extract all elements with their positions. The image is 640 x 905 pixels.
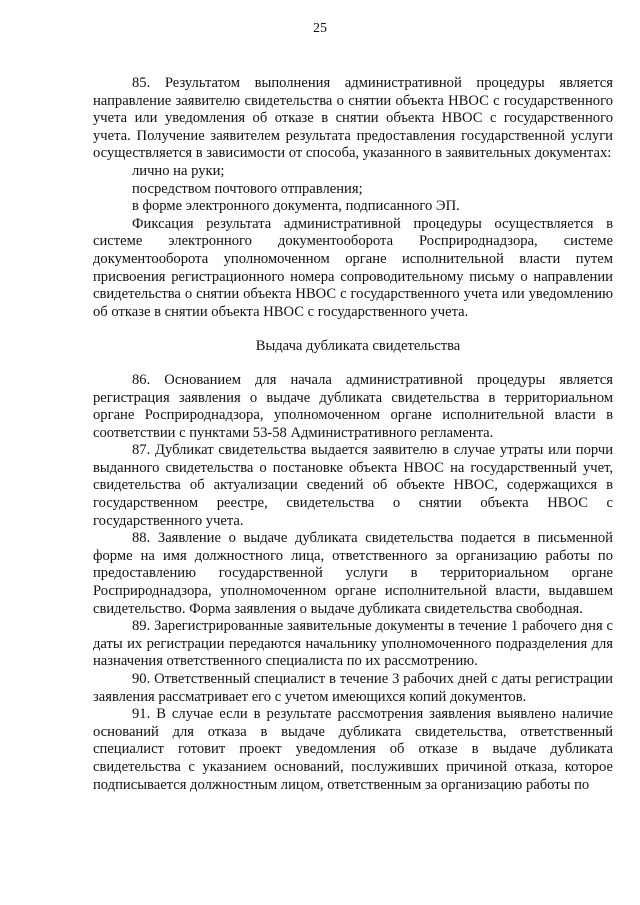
paragraph-result-fixation: Фиксация результата административной процедуры осуществляется в системе электронного документооборота Росприроднадзора, системе документооборота уполномоченном органе исполнительной власти путем присвоения регистрационного номера сопроводительному письму о направлении свидетельства о снятии объекта НВОС с государственного учета или уведомлению об отказе в снятии объекта НВОС с государственного учета. (93, 215, 613, 320)
list-item-by-mail: посредством почтового отправления; (132, 180, 363, 197)
paragraph-91: 91. В случае если в результате рассмотрения заявления выявлено наличие оснований для отказа в выдаче дубликата свидетельства, ответственный специалист готовит проект уведомления об отказе в выдаче дубликата свидетельства с указанием оснований, послуживших причиной отказа, которое подписывается должностным лицом, ответственным за организацию работы по (93, 706, 613, 793)
paragraph-86: 86. Основанием для начала административной процедуры является регистрация заявления о выдаче дубликата свидетельства в территориальном органе Росприроднадзора, уполномоченном органе исполнительной власти в соответствии с пунктами 53-58 Административного регламента. (93, 371, 613, 441)
section-title: Выдача дубликата свидетельства (255, 338, 461, 355)
paragraph-85: 85. Результатом выполнения административной процедуры является направление заявителю свидетельства о снятии объекта НВОС с государственного учета или уведомления об отказе в снятии объекта НВОС с государственного учета. Получение заявителем результата предоставления государственной услуги осуществляется в зависимости от способа, указанного в заявительных документах: (93, 75, 613, 162)
paragraph-89: 89. Зарегистрированные заявительные документы в течение 1 рабочего дня с даты их регистрации передаются начальнику уполномоченного подразделения для назначения ответственного специалиста по их рассмотрению. (93, 618, 613, 670)
page-number: 25 (313, 21, 327, 36)
document-body (93, 75, 613, 794)
paragraph-90: 90. Ответственный специалист в течение 3 рабочих дней с даты регистрации заявления рассматривает его с учетом имеющихся копий документов. (93, 671, 613, 705)
paragraph-87: 87. Дубликат свидетельства выдается заявителю в случае утраты или порчи выданного свидетельства о постановке объекта НВОС на государственный учет, свидетельства об актуализации сведений об объекте НВОС, содержащихся в государственном реестре, свидетельства о снятии объекта НВОС с государственного учета. (93, 442, 613, 529)
list-item-electronic: в форме электронного документа, подписанного ЭП. (132, 198, 460, 215)
list-item-in-person: лично на руки; (132, 162, 225, 179)
paragraph-88: 88. Заявление о выдаче дубликата свидетельства подается в письменной форме на имя должностного лица, ответственного за организацию работы по предоставлению государственной услуги в территориальном органе Росприроднадзора, уполномоченном органе исполнительной власти, выдавшем свидетельство. Форма заявления о выдаче дубликата свидетельства свободная. (93, 530, 613, 617)
